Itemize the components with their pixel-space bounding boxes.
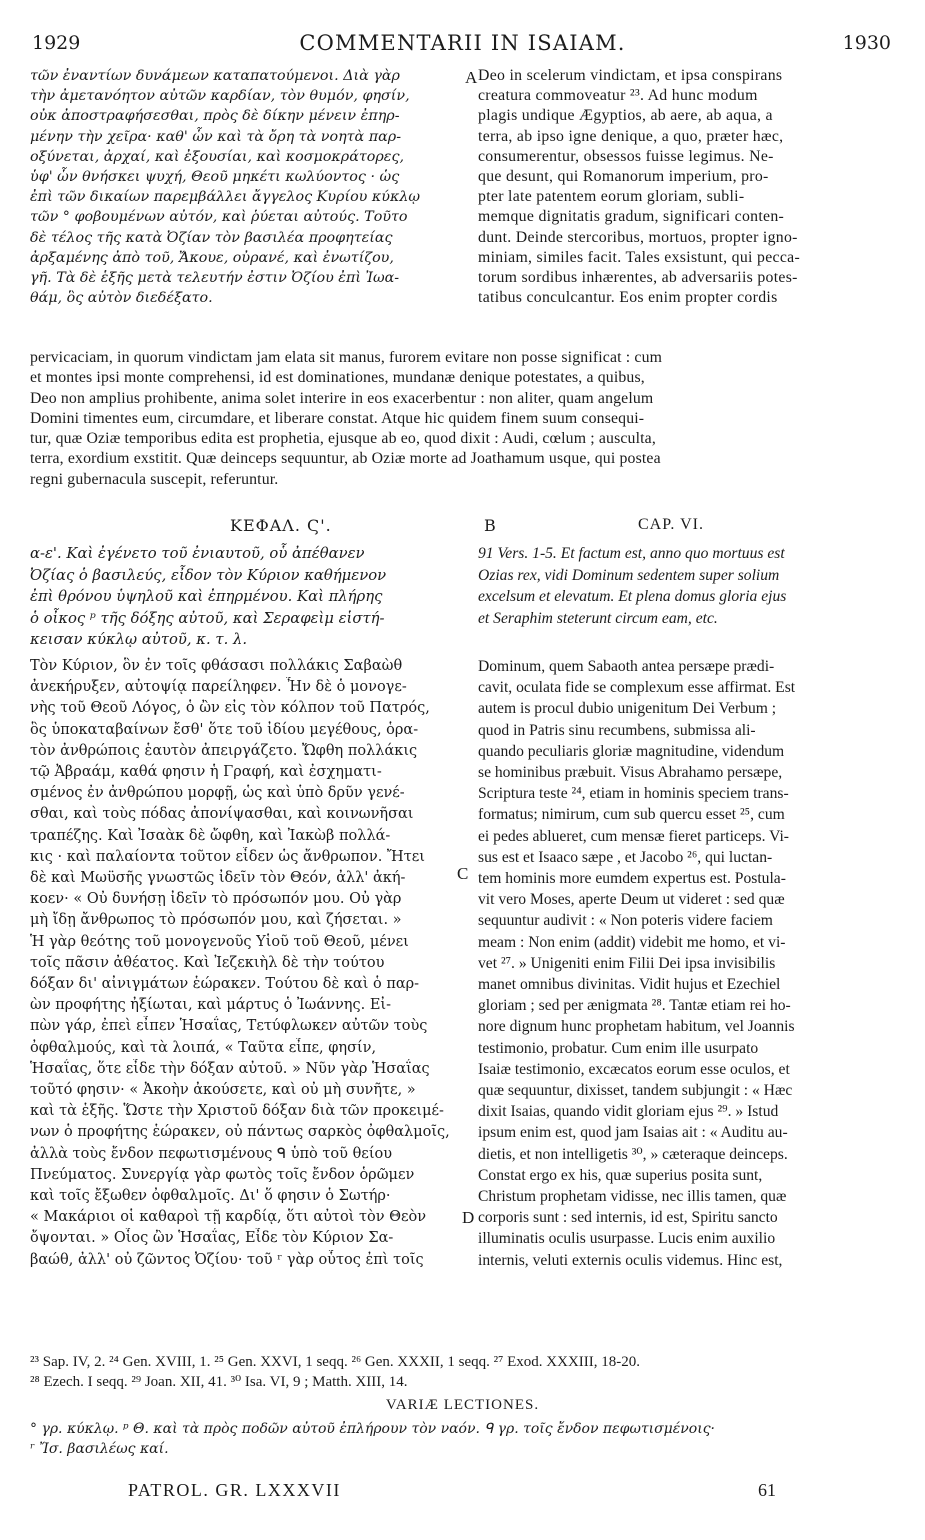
text-line: gloriam ; sed per ænigmata ²⁸. Tantæ etiam rei ho- — [478, 997, 791, 1015]
text-line: Τὸν Κύριον, ὃν ἐν τοῖς φθάσασι πολλάκις Σαβαὼθ — [30, 658, 403, 674]
text-line: terra, ab ipso igne denique, a quo, præter hæc, — [478, 127, 784, 145]
text-line: ὄψονται. » Οἷος ὢν Ἡσαΐας, Εἶδε τὸν Κύριον Σα- — [30, 1230, 394, 1247]
text-line: Domini timentes eum, circumdare, et liberare constat. Atque hic quidem finem suum consequi- — [30, 409, 645, 427]
text-line: γῆ. Τὰ δὲ ἑξῆς μετὰ τελευτήν ἐστιν Ὀζίου ἐπὶ Ἰωα- — [30, 270, 400, 287]
text-line: καὶ τοῖς ἔξωθεν ὀφθαλμοῖς. Δι' ὅ φησιν ὁ Σωτήρ· — [30, 1188, 391, 1205]
text-line: ἐπὶ θρόνου ὑψηλοῦ καὶ ἐπηρμένου. Καὶ πλήρης — [30, 588, 383, 605]
text-line: sequuntur audivit : « Non poteris videre faciem — [478, 912, 773, 930]
text-line: nore dignum hunc prophetam habitum, vel Joannis — [478, 1018, 795, 1036]
text-line: pervicaciam, in quorum vindictam jam elata sit manus, furorem evitare non posse significat : cum — [30, 349, 663, 366]
text-line: que desunt, qui Romanorum imperium, pro- — [478, 168, 769, 186]
variae-lectiones-title: VARIÆ LECTIONES. — [385, 1397, 540, 1413]
text-line: α-ε'. Καὶ ἐγένετο τοῦ ἐνιαυτοῦ, οὗ ἀπέθανεν — [30, 545, 365, 562]
text-line: κις · καὶ παλαίοντα τοῦτον εἶδεν ὡς ἄνθρωπον. Ἤτει — [30, 848, 425, 865]
text-line: μένην τὴν χεῖρα· καθ' ὧν καὶ τὰ ὄρη τὰ νοητὰ παρ- — [30, 128, 402, 145]
text-line: quando peculiaris gloriæ magnitudine, videndum — [478, 742, 785, 760]
text-line: dunt. Deinde stercoribus, mortuos, propter igno- — [478, 228, 798, 246]
text-line: μὴ ἴδῃ ἄνθρωπος τὸ πρόσωπόν μου, καὶ ζήσεται. » — [30, 912, 402, 929]
text-line: quæ sequuntur, dixisset, tandem subjungit : « Hæc — [478, 1082, 793, 1100]
text-line: internis, veluti externis oculis videmus. Hinc est, — [478, 1251, 783, 1269]
text-line: excelsum et elevatum. Et plena domus gloria ejus — [478, 588, 787, 605]
text-line: σθαι, καὶ τοὺς πόδας ἀπονίψασθαι, καὶ κοινωνῆσαι — [30, 806, 414, 823]
text-line: quod in Patris sinu recumbens, submissa ali- — [478, 721, 756, 739]
text-line: οξύνεται, ἀρχαί, καὶ ἐξουσίαι, καὶ κοσμοκράτορες, — [30, 148, 405, 165]
text-line: Scriptura teste ²⁴, etiam in hominis speciem trans- — [478, 785, 789, 803]
latin-full-width-passage — [30, 348, 896, 490]
text-line: ὃς ὑποκαταβαίνων ἔσθ' ὅτε τοῦ ἰδίου μεγέθους, ὁρα- — [30, 721, 419, 738]
page-number-left: 1929 — [32, 32, 81, 54]
text-line: ἀνεκήρυξεν, αὐτοψίᾳ παρείληφεν. Ἦν δὲ ὁ μονογε- — [30, 679, 407, 696]
text-line: ei pedes ablueret, cum mensæ fieret particeps. Vi- — [478, 827, 789, 845]
text-line: κεισαν κύκλῳ αὐτοῦ, κ. τ. λ. — [30, 631, 248, 648]
text-line: Ἡσαΐας, ὅτε εἶδε τὴν δόξαν αὐτοῦ. » Νῦν γὰρ Ἡσαΐας — [30, 1060, 430, 1077]
text-line: autem is procul dubio unigenitum Dei Verbum ; — [478, 700, 777, 718]
text-line: καὶ τὰ ἑξῆς. Ὥστε τὴν Χριστοῦ δόξαν διὰ τῶν προκειμέ- — [30, 1103, 444, 1120]
text-line: ὼν προφήτης ἠξίωται, καὶ μάρτυς ὁ Ἰωάννης. Εἰ- — [30, 997, 391, 1014]
text-line: κοεν· « Οὐ δυνήσῃ ἰδεῖν τὸ πρόσωπόν μου. Οὐ γὰρ — [30, 891, 402, 908]
greek-column-top — [30, 66, 462, 308]
text-line: τραπέζης. Καὶ Ἰσαὰκ δὲ ὤφθη, καὶ Ἰακὼβ πολλά- — [30, 827, 391, 844]
margin-marker-a: A — [465, 68, 478, 87]
text-line: torum sordibus inhærentes, ab adversariis potes- — [478, 269, 798, 287]
text-line: ʳ Ἴσ. βασιλέως καί. — [30, 1441, 169, 1457]
footnotes — [30, 1352, 896, 1392]
latin-commentary — [478, 656, 898, 1271]
text-line: terra, exordium exstitit. Quæ deinceps sequuntur, ab Oziæ morte ad Joathamum usque, qui postea — [30, 450, 661, 468]
text-line: meam : Non enim (addit) videbit me homo, et vi- — [478, 933, 786, 951]
variae-lectiones — [30, 1419, 896, 1459]
text-line: Πνεύματος. Συνεργίᾳ γὰρ φωτὸς τοῖς ἔνδον ὁρῶμεν — [30, 1166, 415, 1183]
text-line: pter late patentem eorum gloriam, subli- — [478, 188, 745, 206]
running-title: COMMENTARII IN ISAIAM. — [299, 31, 626, 55]
text-line: illuminatis oculis usurpasse. Lucis enim auxilio — [478, 1230, 776, 1248]
text-line: Isaiæ testimonio, excæcatos eorum esse oculos, et — [478, 1060, 790, 1078]
text-line: Constat ergo ex his, quæ superius posita sunt, — [478, 1166, 763, 1184]
latin-verse-lemma — [478, 543, 898, 629]
text-line: memque dignitatis gradum, significari conten- — [478, 208, 785, 226]
patrologia-signature: PATROL. GR. LXXXVII — [128, 1480, 341, 1500]
text-line: tur, quæ Oziæ temporibus edita est prophetia, ejusque ab eo, quod dixit : Audi, cœlum ; ausculta, — [30, 430, 656, 448]
text-line: miniam, similes facit. Tales exsistunt, qui pecca- — [478, 248, 801, 266]
latin-chapter-heading: CAP. VI. — [638, 516, 704, 533]
latin-column-top — [478, 66, 898, 308]
text-line: Deo in scelerum vindictam, et ipsa conspirans — [478, 67, 783, 84]
text-line: πὼν γάρ, ἐπεὶ εἶπεν Ἡσαΐας, Τετύφλωκεν αὐτῶν τοὺς — [30, 1018, 428, 1035]
text-line: ²⁸ Ezech. I seqq. ²⁹ Joan. XII, 41. ³⁰ Isa. VI, 9 ; Matth. XIII, 14. — [30, 1374, 408, 1390]
text-line: creatura commoveatur ²³. Ad hunc modum — [478, 87, 758, 105]
text-line: Dominum, quem Sabaoth antea persæpe prædi- — [478, 658, 775, 675]
margin-marker-d: D — [462, 1208, 475, 1227]
text-line: vet ²⁷. » Unigeniti enim Filii Dei ipsa invisibilis — [478, 954, 776, 972]
text-line: τὸν ἀνθρώποις ἑαυτὸν ἀπειργάζετο. Ὤφθη πολλάκις — [30, 742, 418, 759]
text-line: formatus; nimirum, cum sub quercu esset ²⁵, cum — [478, 806, 785, 824]
text-line: vit vero Moses, aperte Deum ut videret : sed quæ — [478, 891, 785, 909]
text-line: ὑφ' ὧν θνήσκει ψυχή, Θεοῦ μηκέτι κωλύοντος · ὡς — [30, 169, 400, 186]
text-line: Christum prophetam vidisse, nec illis tamen, quæ — [478, 1188, 787, 1206]
text-line: « Μακάριοι οἱ καθαροὶ τῇ καρδίᾳ, ὅτι αὐτοὶ τὸν Θεὸν — [30, 1209, 427, 1226]
text-line: ὀφθαλμούς, καὶ τὰ λοιπά, « Ταῦτα εἶπε, φησίν, — [30, 1039, 377, 1056]
page-footer — [0, 1480, 925, 1510]
margin-marker-c: C — [457, 864, 469, 883]
text-line: τοῖς πᾶσιν ἀθέατος. Καὶ Ἰεζεκιὴλ δὲ τὴν τούτου — [30, 954, 385, 971]
text-line: τῷ Ἀβραάμ, καθά φησιν ἡ Γραφή, καὶ ἐσχηματι- — [30, 764, 382, 781]
text-line: 91 Vers. 1-5. Et factum est, anno quo mortuus est — [478, 545, 785, 562]
margin-marker-b: B — [484, 516, 496, 535]
text-line: dietis, et non intelligetis ³⁰, » cæteraque deinceps. — [478, 1145, 788, 1163]
text-line: τοῦτό φησιν· « Ἀκοὴν ἀκούσετε, καὶ οὐ μὴ συνῆτε, » — [30, 1082, 416, 1099]
running-header — [28, 28, 897, 62]
text-line: δὲ καὶ Μωϋσῆς γνωστῶς ἰδεῖν τὸν Θεόν, ἀλλ' ἀκή- — [30, 870, 406, 887]
text-line: ἐπὶ τῶν δικαίων παρεμβάλλει ἄγγελος Κυρίου κύκλῳ — [30, 189, 421, 206]
text-line: regni gubernacula suscepit, referuntur. — [30, 470, 279, 488]
text-line: Deo non amplius prohibente, anima solet interire in eos exacerbentur : non aliter, quam angelum — [30, 389, 654, 407]
page-number-right: 1930 — [842, 32, 891, 54]
text-line: tatibus conculcantur. Eos enim propter cordis — [478, 289, 778, 307]
text-line: τῶν ° φοβουμένων αὐτόν, καὶ ῥύεται αὐτούς. Τοῦτο — [30, 209, 408, 226]
text-line: sus est et Isaaco sæpe , et Jacobo ²⁶, qui luctan- — [478, 848, 773, 866]
greek-verse-lemma — [30, 543, 462, 651]
text-line: δὲ τέλος τῆς κατὰ Ὀζίαν τὸν βασιλέα προφητείας — [30, 229, 393, 246]
text-line: manet omnibus divinitas. Vidit hujus et Ezechiel — [478, 976, 781, 994]
text-line: ὁ οἶκος ᵖ τῆς δόξης αὐτοῦ, καὶ Σεραφεὶμ εἱστή- — [30, 609, 385, 627]
text-line: ° γρ. κύκλῳ. ᵖ Θ. καὶ τὰ πρὸς ποδῶν αὐτοῦ ἐπλήρουν τὸν ναόν. ᑫ γρ. τοῖς ἔνδον πεφωτισμένοις· — [30, 1421, 715, 1437]
text-line: corporis sunt : sed internis, id est, Spiritu sancto — [478, 1209, 778, 1227]
text-line: Ἡ γὰρ θεότης τοῦ μονογενοῦς Υἱοῦ τοῦ Θεοῦ, μένει — [30, 933, 409, 950]
text-line: tem hominis more eumdem expertus est. Postula- — [478, 870, 786, 888]
text-line: ²³ Sap. IV, 2. ²⁴ Gen. XVIII, 1. ²⁵ Gen. XXVI, 1 seqq. ²⁶ Gen. XXXII, 1 seqq. ²⁷ Exod. XXXIII, 18-20. — [30, 1354, 641, 1370]
text-line: σμένος ἐν ἀνθρώπου μορφῇ, ὡς καὶ ὑπὸ δρῦν γενέ- — [30, 785, 405, 802]
text-line: δόξαν δι' αἰνιγμάτων ἑώρακεν. Τούτου δὲ καὶ ὁ παρ- — [30, 976, 420, 993]
text-line: dixit Isaias, quando vidit gloriam ejus ²⁹. » Istud — [478, 1103, 779, 1121]
text-line: ἀρξαμένης ἀπὸ τοῦ, Ἄκουε, οὐρανέ, καὶ ἐνωτίζου, — [30, 249, 394, 266]
text-line: Ozias rex, vidi Dominum sedentem super solium — [478, 566, 780, 584]
chapter-headings — [30, 514, 896, 540]
text-line: testimonio, probatur. Cum enim ille usurpato — [478, 1039, 759, 1057]
greek-chapter-heading: ΚΕΦΑΛ. Ϛ'. — [230, 516, 332, 535]
text-line: τὴν ἀμετανόητον αὐτῶν καρδίαν, τὸν θυμόν, φησίν, — [30, 88, 410, 105]
text-line: consumerentur, obsessos fuisse legimus. Ne- — [478, 147, 774, 165]
text-line: βαώθ, ἀλλ' οὐ ζῶντος Ὀζίου· τοῦ ʳ γὰρ οὗτος ἐπὶ τοῖς — [30, 1251, 424, 1268]
text-line: θάμ, ὃς αὐτὸν διεδέξατο. — [30, 290, 213, 307]
text-line: et montes ipsi monte comprehensi, id est dominationes, mundanæ denique potestates, a quibus, — [30, 369, 645, 387]
text-line: cavit, oculata fide se complexum esse affirmat. Est — [478, 679, 796, 697]
text-line: οὐκ ἀποστραφήσεσθαι, πρὸς δὲ δίκην μένειν ἐπηρ- — [30, 108, 400, 125]
text-line: plagis undique Ægyptios, ab aere, ab aqua, a — [478, 107, 773, 125]
greek-commentary — [30, 656, 462, 1271]
text-line: ipsum enim est, quod jam Isaias ait : « Auditu au- — [478, 1124, 788, 1142]
text-line: se hominibus præbuit. Visus Abrahamo persæpe, — [478, 764, 783, 782]
text-line: Ὀζίας ὁ βασιλεύς, εἶδον τὸν Κύριον καθήμενον — [30, 566, 387, 584]
folio-number: 61 — [758, 1480, 776, 1500]
text-line: τῶν ἐναντίων δυνάμεων καταπατούμενοι. Διὰ γὰρ — [30, 68, 400, 84]
text-line: et Seraphim steterunt circum eam, etc. — [478, 609, 718, 627]
text-line: ἀλλὰ τοὺς ἔνδον πεφωτισμένους ᑫ ὑπὸ τοῦ θείου — [30, 1145, 393, 1162]
text-line: νων ὁ προφήτης ἑώρακεν, οὐ πάντως σαρκὸς ὀφθαλμοῖς, — [30, 1124, 450, 1141]
text-line: νὴς τοῦ Θεοῦ Λόγος, ὁ ὢν εἰς τὸν κόλπον τοῦ Πατρός, — [30, 700, 430, 717]
